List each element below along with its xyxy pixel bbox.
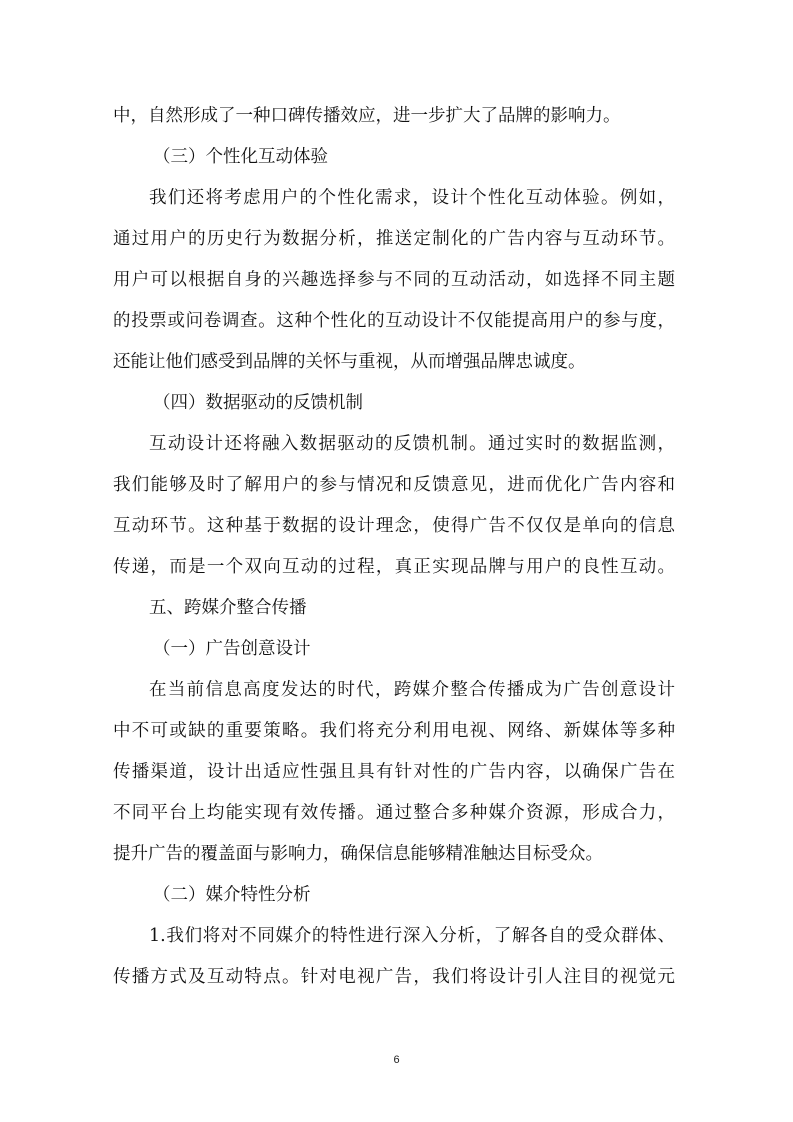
paragraph-first-line: 在当前信息高度发达的时代，跨媒介整合传播成为广告创意设计 (149, 680, 675, 700)
subsection-heading: （四）数据驱动的反馈机制 (153, 393, 363, 413)
page-number: 6 (393, 1054, 400, 1066)
body-text-line: 中不可或缺的重要策略。我们将充分利用电视、网络、新媒体等多种 (113, 721, 675, 741)
body-text-line: 不同平台上均能实现有效传播。通过整合多种媒介资源，形成合力， (113, 803, 675, 823)
subsection-heading: （二）媒介特性分析 (153, 885, 311, 905)
body-text-line: 我们能够及时了解用户的参与情况和反馈意见，进而优化广告内容和 (113, 475, 675, 495)
body-text-line: 通过用户的历史行为数据分析，推送定制化的广告内容与互动环节。 (113, 229, 675, 249)
section-heading: 五、跨媒介整合传播 (149, 598, 307, 618)
paragraph-last-line: 中，自然形成了一种口碑传播效应，进一步扩大了品牌的影响力。 (113, 106, 621, 126)
body-text-line: 互动环节。这种基于数据的设计理念，使得广告不仅仅是单向的信息 (113, 516, 675, 536)
subsection-heading: （一）广告创意设计 (153, 639, 311, 659)
paragraph-first-line: 互动设计还将融入数据驱动的反馈机制。通过实时的数据监测， (149, 434, 675, 454)
paragraph-first-line: 我们还将考虑用户的个性化需求，设计个性化互动体验。例如， (149, 188, 675, 208)
body-text-line: 用户可以根据自身的兴趣选择参与不同的互动活动，如选择不同主题 (113, 270, 675, 290)
body-text-line: 传播方式及互动特点。针对电视广告，我们将设计引人注目的视觉元 (113, 967, 675, 987)
subsection-heading: （三）个性化互动体验 (153, 147, 328, 167)
body-text-line: 的投票或问卷调查。这种个性化的互动设计不仅能提高用户的参与度， (113, 311, 675, 331)
document-body (113, 96, 675, 998)
body-text-line: 传播渠道，设计出适应性强且具有针对性的广告内容，以确保广告在 (113, 762, 675, 782)
paragraph-last-line: 还能让他们感受到品牌的关怀与重视，从而增强品牌忠诚度。 (113, 352, 586, 372)
paragraph-last-line: 提升广告的覆盖面与影响力，确保信息能够精准触达目标受众。 (113, 844, 603, 864)
paragraph-first-line: 1.我们将对不同媒介的特性进行深入分析，了解各自的受众群体、 (149, 926, 675, 946)
body-text-line: 传递，而是一个双向互动的过程，真正实现品牌与用户的良性互动。 (113, 557, 675, 577)
